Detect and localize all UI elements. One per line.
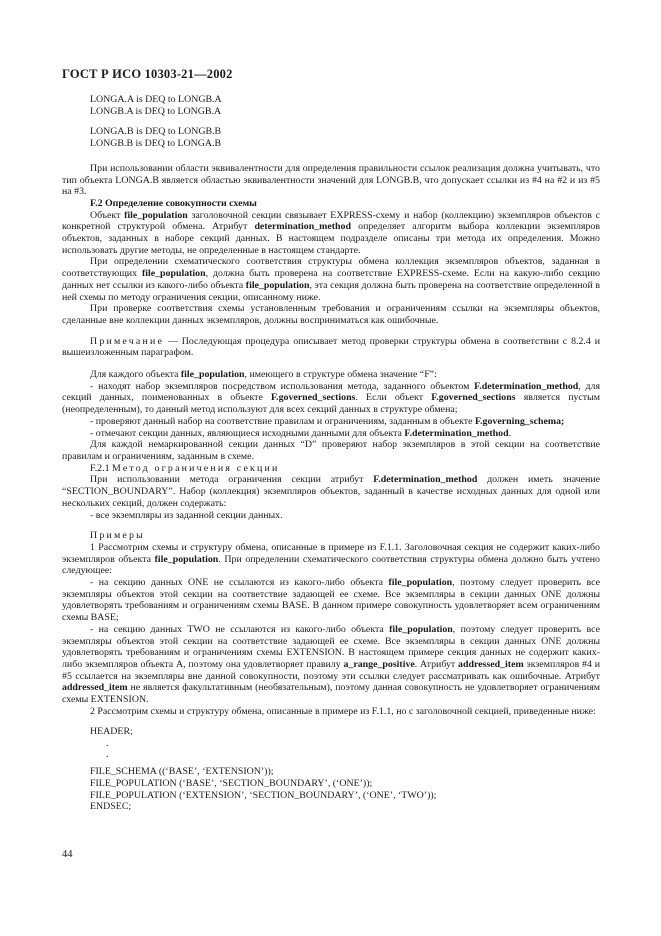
list-item: - на секцию данных ONE не ссылаются из какого-либо объекта file_population, поэтому следует проверить все экземпляры объектов этой секции на соответствие задающей ее схеме. Все экземпляры в секции данных ONE должны удовлетворять требованиям и ограничениям схемы BASE. В данном примере совокупность удовлетворяет всем ограничениям схемы BASE; [62, 577, 600, 624]
note: Примечание — Последующая процедура описывает метод проверки структуры обмена в соответствии с 8.2.4 и вышеизложенным параграфом. [62, 335, 600, 359]
paragraph: При проверке соответствия схемы установленным требования и ограничениям ссылки на экземпляры объектов, сделанные вне коллекции данных экземпляров, должны восприниматься как ошибочные. [62, 303, 600, 326]
code-line: FILE_POPULATION (‘EXTENSION’, ‘SECTION_BOUNDARY’, (‘ONE’, ‘TWO’)); [90, 789, 437, 801]
list-item: - на секцию данных TWO не ссылаются из какого-либо объекта file_population, поэтому следует проверить все экземпляры объектов этой секции на соответствие задающей ее схеме. Все экземпляры в секции данных ONE должны удовлетворять требованиям и ограничениям схемы EXTENSION. В настоящем примере секция данных не содержит каких-либо экземпляров объекта A, поэтому она удовлетворяет правилу a_range_positive. Атрибут addressed_item экземпляров #4 и #5 ссылается на экземпляры вне данной совокупности, поэтому эти ссылки следует рассматривать как ошибочные. Атрибут addressed_item не является факультативным (необязательным), поэтому данная совокупность не удовлетворяет ограничениям схемы EXTENSION. [62, 623, 600, 706]
code-line: HEADER; [90, 726, 133, 738]
paragraph: Объект file_population заголовочной секции связывает EXPRESS-схему и набор (коллекцию) экземпляров объектов с конкретной структурой обмена. Атрибут determination_method определяет алгоритм выбора коллекции экземпляров объектов, заданных в наборе секций данных. В настоящем подразделе описаны три метода их определения. Можно использовать другие методы, не определенные в настоящем стандарте. [62, 209, 600, 256]
section-heading: F.2 Определение совокупности схемы [90, 197, 257, 209]
code-line: LONGB.B is DEQ to LONGA.B [90, 138, 222, 150]
code-line: LONGB.A is DEQ to LONGB.A [90, 105, 222, 117]
examples-label: Примеры [90, 530, 145, 542]
paragraph: Для каждого объекта file_population, имеющего в структуре обмена значение “F”: [90, 369, 437, 381]
page-body [62, 94, 600, 813]
list-item: - проверяют данный набор на соответствие правилам и ограничениям, заданным в объекте F.governing_schema; [90, 415, 565, 427]
example-paragraph: 1 Рассмотрим схемы и структуру обмена, описанные в примере из F.1.1. Заголовочная секция не содержит каких-либо экземпляров объекта file_population. При определении схематического соответствия структуры обмена должно быть учтено следующее: [62, 541, 600, 577]
code-line: ENDSEC; [90, 801, 132, 813]
paragraph: При использовании области эквивалентности для определения правильности ссылок реализация должна учитывать, что тип объекта LONGA.B является областью эквивалентности значений для LONGB.B, что допускает ссылки из #4 на #2 и из #5 на #3. [62, 162, 600, 198]
subsection-heading: F.2.1 Метод ограничения секции [90, 462, 280, 474]
list-item: - находят набор экземпляров посредством использования метода, заданного объектом F.determination_method, для секций данных, поименованных в объекте F.governed_sections. Если объект F.governed_sections является пустым (неопределенным), то данный метод используют для всех секций данных в структуре обмена; [62, 380, 600, 416]
list-item: - все экземпляры из заданной секции данных. [90, 509, 283, 521]
paragraph: При использовании метода ограничения секции атрибут F.determination_method должен иметь значение “SECTION_BOUNDARY”. Набор (коллекция) экземпляров объектов, заданный в качестве исходных данных для одной или нескольких секций, должен содержать: [62, 474, 600, 509]
example-paragraph: 2 Рассмотрим схемы и структуру обмена, описанные в примере из F.1.1, но с заголовочной секцией, приведенные ниже: [90, 705, 596, 717]
code-ellipsis: . [106, 749, 109, 761]
code-line: LONGA.B is DEQ to LONGB.B [90, 126, 222, 138]
document-header: ГОСТ Р ИСО 10303-21—2002 [62, 67, 233, 81]
code-line: FILE_SCHEMA ((‘BASE’, ‘EXTENSION’)); [90, 766, 274, 778]
paragraph: При определении схематического соответствия структуры обмена коллекция экземпляров объектов, заданная в соответствующих file_population, должна быть проверена на соответствие EXPRESS-схеме. Если на какую-либо секцию данных нет ссылки из какого-либо объекта file_population, эта секция должна быть проверена на соответствие определенной в ней схемы по методу ограничения секции, описанному ниже. [62, 256, 601, 303]
code-ellipsis: . [106, 738, 109, 750]
page-number: 44 [62, 849, 73, 860]
code-line: LONGA.A is DEQ to LONGB.A [90, 94, 222, 105]
paragraph: Для каждой немаркированной секции данных “D” проверяют набор экземпляров в этой секции на соответствие правилам и ограничениям, заданным в схеме. [62, 439, 600, 462]
list-item: - отмечают секции данных, являющиеся исходными данными для объекта F.determination_method. [90, 427, 512, 439]
code-line: FILE_POPULATION (‘BASE’, ‘SECTION_BOUNDARY’, (‘ONE’)); [90, 777, 373, 789]
